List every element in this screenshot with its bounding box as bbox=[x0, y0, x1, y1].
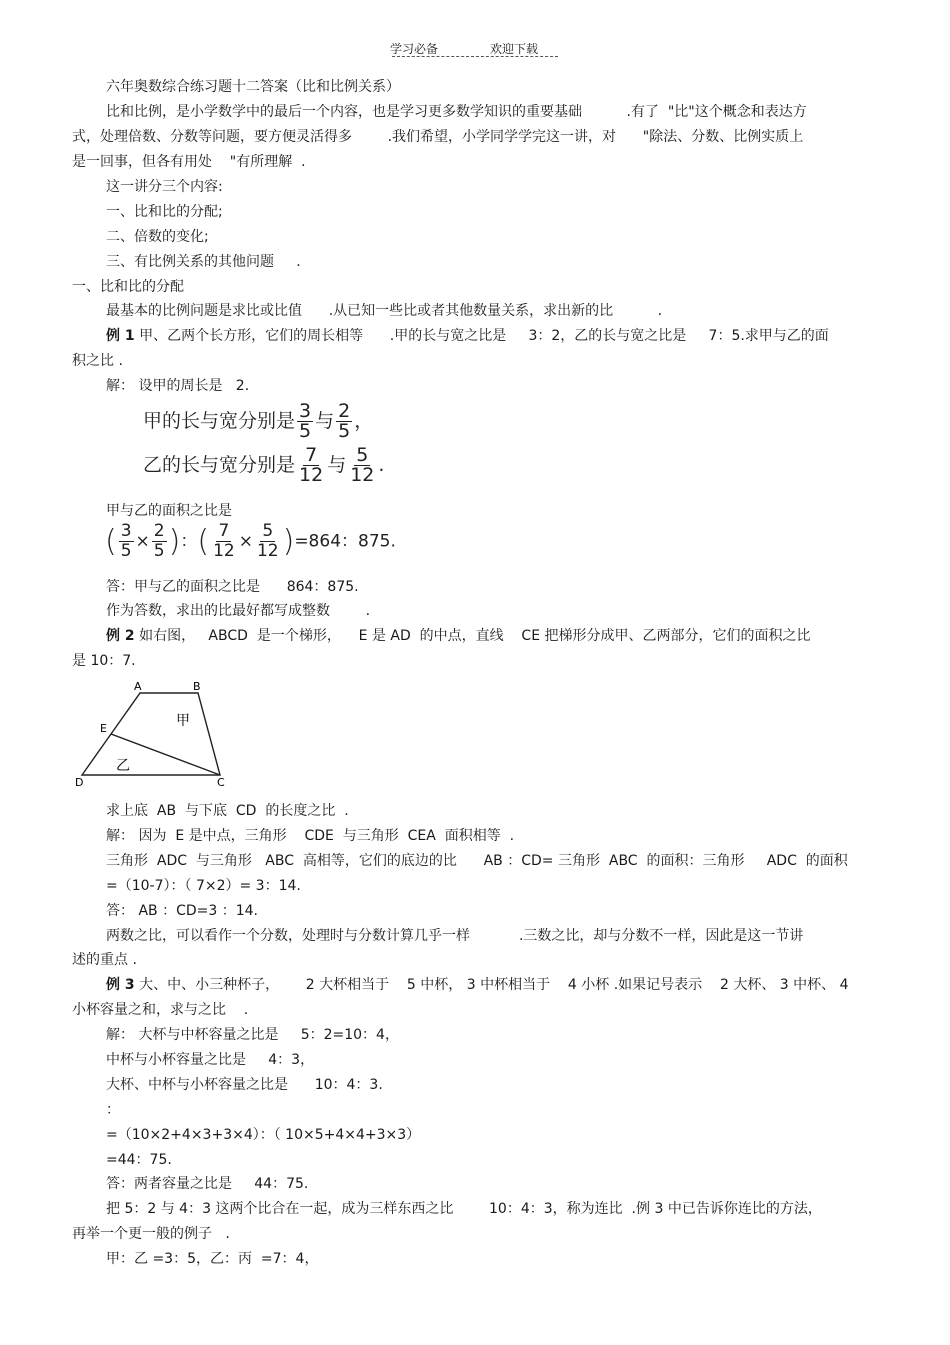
fraction bbox=[119, 522, 134, 561]
two-ratio-paragraph-2: 述的重点 . bbox=[72, 952, 137, 968]
example-1-line-1 bbox=[106, 327, 829, 345]
formula-end: ， bbox=[354, 410, 374, 432]
last-line: 甲：乙 =3：5，乙：丙 =7：4， bbox=[106, 1251, 319, 1267]
denominator: 5 bbox=[299, 420, 312, 442]
example-1-line-2: 积之比 . bbox=[72, 353, 123, 369]
outline-item-3: 三、有比例关系的其他问题 . bbox=[106, 254, 301, 270]
doc-title: 六年奥数综合练习题十二答案（比和比例关系） bbox=[106, 79, 400, 95]
example-3-step-5: =（10×2+4×3+3×4）：（ 10×5+4×4+3×3） bbox=[106, 1127, 421, 1143]
example-1-note: 作为答数，求出的比最好都写成整数 . bbox=[106, 603, 371, 619]
label-jia: 甲 bbox=[176, 713, 190, 729]
section-1-intro: 最基本的比例问题是求比或比值 .从已知一些比或者其他数量关系，求出新的比 . bbox=[106, 303, 663, 319]
example-3-line-2: 小杯容量之和，求与之比 . bbox=[72, 1002, 249, 1018]
label-b: B bbox=[193, 680, 201, 693]
example-1-area-label: 甲与乙的面积之比是 bbox=[106, 503, 232, 519]
example-1-formula-line-2 bbox=[143, 446, 384, 485]
denominator: 12 bbox=[299, 464, 324, 486]
example-3-answer: 答：两者容量之比是 44：75. bbox=[106, 1176, 309, 1192]
formula-text: 甲的长与宽分别是 bbox=[143, 410, 296, 432]
example-3-step-2: 中杯与小杯容量之比是 4：3， bbox=[106, 1052, 315, 1068]
fraction bbox=[297, 402, 313, 441]
fraction bbox=[297, 446, 325, 485]
paren: ) bbox=[282, 524, 295, 559]
lianbi-paragraph-1: 把 5：2 与 4：3 这两个比合在一起，成为三样东西之比 10：4：3，称为连比 .例 3 中已告诉你连比的方法， bbox=[106, 1201, 822, 1217]
example-3-step-3: 大杯、中杯与小杯容量之比是 10：4：3. bbox=[106, 1077, 383, 1093]
numerator: 7 bbox=[305, 444, 318, 466]
times-sign: × bbox=[238, 531, 253, 552]
numerator: 3 bbox=[120, 521, 132, 541]
denominator: 5 bbox=[338, 420, 351, 442]
example-2-line-1 bbox=[106, 627, 811, 645]
example-2-solution-1: 解： 因为 E 是中点，三角形 CDE 与三角形 CEA 面积相等 . bbox=[106, 828, 515, 844]
label-a: A bbox=[134, 680, 142, 693]
fraction bbox=[348, 446, 376, 485]
example-1-formula-line-1 bbox=[143, 402, 373, 441]
denominator: 12 bbox=[350, 464, 375, 486]
times-sign: × bbox=[135, 531, 150, 552]
fraction bbox=[152, 522, 167, 561]
numerator: 5 bbox=[356, 444, 369, 466]
lianbi-paragraph-2: 再举一个更一般的例子 . bbox=[72, 1226, 230, 1242]
example-2-question: 求上底 AB 与下底 CD 的长度之比 . bbox=[106, 803, 349, 819]
example-3-step-1: 解： 大杯与中杯容量之比是 5：2=10：4， bbox=[106, 1027, 399, 1043]
example-3-step-4: ： bbox=[106, 1102, 120, 1118]
label-c: C bbox=[217, 776, 225, 789]
fraction bbox=[336, 402, 352, 441]
example-3-text: 大、中、小三种杯子， 2 大杯相当于 5 中杯， 3 中杯相当于 4 小杯 .如果记号表示 2 大杯、 3 中杯、 4 bbox=[134, 977, 849, 993]
paren: ( bbox=[197, 524, 210, 559]
header-left: 学习必备 bbox=[390, 42, 439, 56]
example-1-area-equation bbox=[105, 522, 396, 561]
two-ratio-paragraph-1: 两数之比，可以看作一个分数，处理时与分数计算几乎一样 .三数之比，却与分数不一样，因此是这一节讲 bbox=[106, 928, 804, 944]
example-1-answer: 答：甲与乙的面积之比是 864：875. bbox=[106, 579, 359, 595]
denominator: 5 bbox=[153, 541, 165, 561]
intro-line-2: 式，处理倍数、分数等问题，要方便灵活得多 .我们希望，小学同学学完这一讲，对 "除法、分数、比例实质上 bbox=[72, 129, 804, 145]
label-d: D bbox=[75, 776, 84, 789]
label-e: E bbox=[100, 722, 107, 735]
example-2-line-2: 是 10：7. bbox=[72, 653, 136, 669]
formula-end: . bbox=[378, 454, 385, 476]
header-right: 欢迎下载 bbox=[490, 42, 539, 56]
numerator: 3 bbox=[299, 400, 312, 422]
numerator: 2 bbox=[338, 400, 351, 422]
example-2-solution-3: =（10-7）：（ 7×2）= 3：14. bbox=[106, 878, 301, 894]
example-3-line-1 bbox=[106, 976, 848, 994]
formula-connector: 与 bbox=[315, 410, 335, 432]
fraction bbox=[255, 522, 281, 561]
section-1-title: 一、比和比的分配 bbox=[72, 279, 184, 295]
colon-sign: ： bbox=[180, 531, 198, 552]
example-1-solution: 解： 设甲的周长是 2. bbox=[106, 378, 250, 394]
example-1-label: 例 1 bbox=[106, 328, 135, 344]
example-2-text: 如右图， ABCD 是一个梯形， E 是 AD 的中点，直线 CE 把梯形分成甲、乙两部分，它们的面积之比 bbox=[134, 628, 811, 644]
paren: ) bbox=[168, 524, 181, 559]
denominator: 5 bbox=[120, 541, 132, 561]
outline-item-1: 一、比和比的分配; bbox=[106, 204, 223, 220]
numerator: 7 bbox=[218, 521, 230, 541]
paren: ( bbox=[105, 524, 117, 559]
example-2-solution-2: 三角形 ADC 与三角形 ABC 高相等，它们的底边的比 AB ：CD= 三角形 ABC 的面积：三角形 ADC 的面积 bbox=[106, 853, 848, 869]
equation-result: =864：875. bbox=[294, 531, 396, 552]
trapezoid-figure bbox=[72, 678, 242, 794]
example-3-label: 例 3 bbox=[106, 977, 135, 993]
intro-line-1: 比和比例，是小学数学中的最后一个内容，也是学习更多数学知识的重要基础 .有了 "比"这个概念和表达方 bbox=[106, 104, 807, 120]
formula-connector: 与 bbox=[327, 454, 347, 476]
header-divider bbox=[392, 56, 558, 57]
example-1-text: 甲、乙两个长方形，它们的周长相等 .甲的长与宽之比是 3：2，乙的长与宽之比是 7：5.求甲与乙的面 bbox=[134, 328, 829, 344]
denominator: 12 bbox=[213, 541, 235, 561]
outline-intro: 这一讲分三个内容: bbox=[106, 179, 223, 195]
denominator: 12 bbox=[256, 541, 279, 561]
example-2-answer: 答： AB ：CD=3 ：14. bbox=[106, 903, 258, 919]
formula-text: 乙的长与宽分别是 bbox=[143, 454, 296, 476]
numerator: 5 bbox=[262, 521, 274, 541]
outline-item-2: 二、倍数的变化; bbox=[106, 229, 209, 245]
label-yi: 乙 bbox=[116, 758, 130, 774]
numerator: 2 bbox=[153, 521, 165, 541]
example-3-step-6: =44：75. bbox=[106, 1152, 172, 1168]
example-2-label: 例 2 bbox=[106, 628, 135, 644]
page-header bbox=[390, 40, 538, 57]
fraction bbox=[211, 522, 237, 561]
intro-line-3: 是一回事，但各有用处 "有所理解 . bbox=[72, 154, 306, 170]
